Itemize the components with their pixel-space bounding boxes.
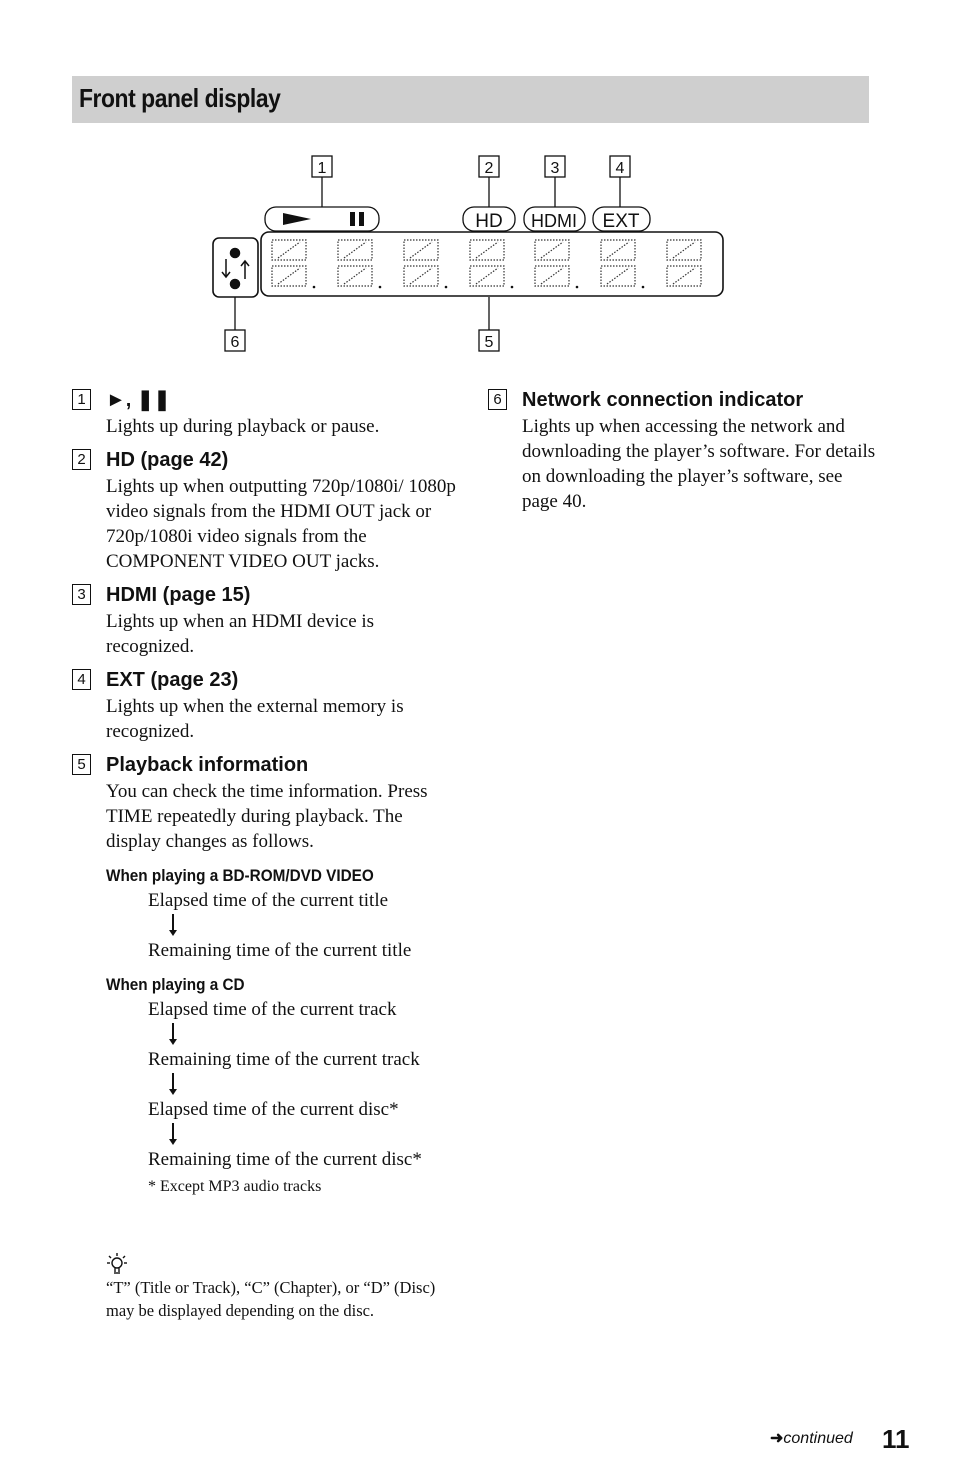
hd-indicator: HD: [475, 211, 503, 232]
item-5: [72, 753, 462, 1196]
right-arrow-icon: ➜: [770, 1430, 784, 1447]
continued-note: [770, 1428, 853, 1448]
section-title: Front panel display: [79, 83, 281, 113]
item-body: Lights up when outputting 720p/1080i/ 1080p video signals from the HDMI OUT jack or 720p/1080i video signals from the COMPONENT VIDEO OUT jacks.: [106, 476, 456, 572]
item-3: [72, 583, 462, 659]
segment-dot: [313, 286, 316, 289]
segment-diagonal: [344, 242, 366, 258]
segment-digit: [535, 240, 569, 260]
segment-digit: [601, 266, 635, 286]
segment-digit: [338, 266, 372, 286]
bd-sequence: [106, 866, 462, 963]
continued-label: continued: [783, 1430, 853, 1447]
segment-diagonal: [607, 268, 629, 284]
segment-diagonal: [410, 268, 432, 284]
segment-digit: [535, 266, 569, 286]
item-number: 6: [488, 389, 507, 410]
seq-step: Remaining time of the current track: [148, 1049, 420, 1070]
seq-step: Elapsed time of the current track: [148, 999, 397, 1020]
tip-text: “T” (Title or Track), “C” (Chapter), or “D” (Disc) may be displayed depending on the disc.: [106, 1278, 436, 1320]
segment-digit: [601, 240, 635, 260]
seq-step: Elapsed time of the current disc*: [148, 1099, 399, 1120]
callout-3: 3: [550, 160, 560, 177]
cd-heading: When playing a CD: [106, 975, 245, 994]
segment-diagonal: [541, 242, 563, 258]
hdmi-indicator: HDMI: [531, 211, 577, 231]
seq-step: Elapsed time of the current title: [148, 890, 389, 911]
item-1: [72, 388, 462, 439]
segment-digit: [272, 266, 306, 286]
segment-digit: [667, 266, 701, 286]
callout-6: 6: [230, 334, 240, 351]
segment-dot: [445, 286, 448, 289]
segment-diagonal: [410, 242, 432, 258]
segment-diagonal: [607, 242, 629, 258]
segment-diagonal: [476, 268, 498, 284]
callout-1: 1: [317, 160, 327, 177]
item-body: Lights up when an HDMI device is recognized.: [106, 611, 375, 657]
page-number: 11: [882, 1424, 910, 1454]
callout-4: 4: [615, 160, 625, 177]
segment-digit: [470, 240, 504, 260]
cd-sequence: [106, 975, 462, 1196]
callout-5: 5: [484, 334, 494, 351]
segment-diagonal: [278, 268, 300, 284]
segment-dot: [511, 286, 514, 289]
down-arrow-icon: [168, 913, 178, 938]
segment-diagonal: [344, 268, 366, 284]
pause-icon: [350, 212, 355, 226]
seq-step: Remaining time of the current title: [148, 940, 412, 961]
item-body: Lights up when accessing the network and downloading the player’s software. For details on downloading the player’s software, see page 40.: [522, 416, 876, 512]
item-title: HDMI (page 15): [106, 584, 251, 606]
segment-digit: [470, 266, 504, 286]
item-number: 2: [72, 449, 91, 470]
item-title: Playback information: [106, 754, 309, 776]
lightbulb-icon: [106, 1252, 128, 1276]
item-4: [72, 668, 462, 744]
item-2: [72, 448, 462, 574]
play-icon: [283, 213, 311, 225]
down-arrow-icon: [168, 1072, 178, 1097]
item-title: Network connection indicator: [522, 389, 804, 411]
right-column: [488, 388, 878, 523]
item-body: Lights up during playback or pause.: [106, 416, 380, 437]
seq-step: Remaining time of the current disc*: [148, 1149, 422, 1170]
segment-digit: [272, 240, 306, 260]
segment-diagonal: [278, 242, 300, 258]
item-title: HD (page 42): [106, 449, 229, 471]
down-arrow-icon: [168, 1122, 178, 1147]
segment-digit: [667, 240, 701, 260]
front-panel-diagram: [0, 0, 954, 380]
item-number: 5: [72, 754, 91, 775]
item-title: ►, ❚❚: [106, 389, 171, 411]
item-title: EXT (page 23): [106, 669, 239, 691]
item-6: [488, 388, 878, 514]
network-indicator-icon: [222, 249, 249, 289]
segment-diagonal: [673, 268, 695, 284]
segment-diagonal: [541, 268, 563, 284]
segment-digit: [404, 240, 438, 260]
segment-diagonal: [476, 242, 498, 258]
segment-dot: [642, 286, 645, 289]
segment-digits: [272, 240, 701, 288]
bd-heading: When playing a BD-ROM/DVD VIDEO: [106, 866, 374, 885]
callout-2: 2: [484, 160, 494, 177]
segment-dot: [379, 286, 382, 289]
down-arrow-icon: [168, 1022, 178, 1047]
item-body: You can check the time information. Press TIME repeatedly during playback. The display changes as follows.: [106, 781, 428, 852]
item-number: 3: [72, 584, 91, 605]
item-number: 1: [72, 389, 91, 410]
segment-digit: [338, 240, 372, 260]
item-number: 4: [72, 669, 91, 690]
footnote: * Except MP3 audio tracks: [148, 1178, 322, 1195]
item-body: Lights up when the external memory is recognized.: [106, 696, 404, 742]
tip-box: [106, 1252, 446, 1322]
segment-digit: [404, 266, 438, 286]
ext-indicator: EXT: [602, 211, 640, 232]
segment-dot: [576, 286, 579, 289]
left-column: [72, 388, 462, 1205]
segment-diagonal: [673, 242, 695, 258]
